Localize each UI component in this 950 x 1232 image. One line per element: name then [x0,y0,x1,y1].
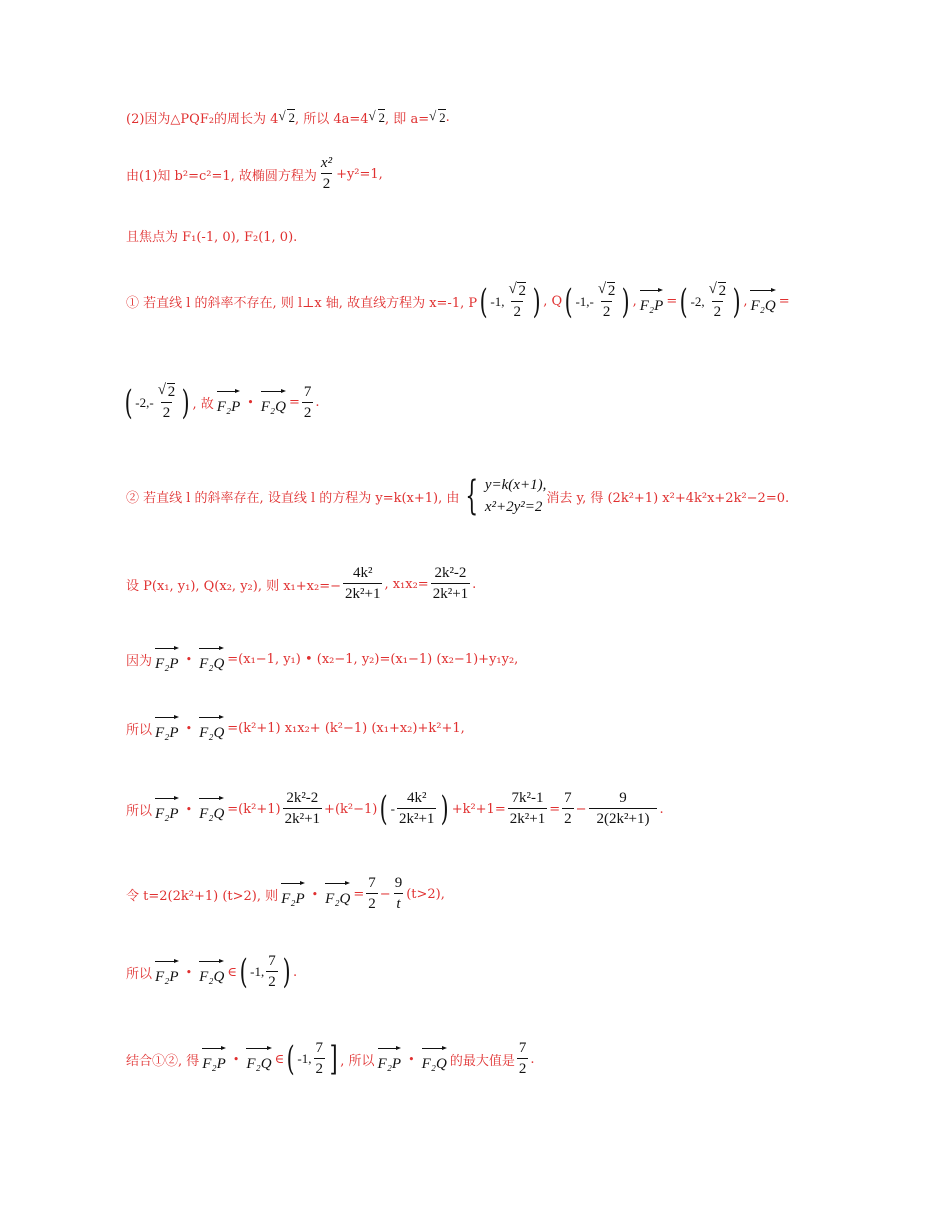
text: , [632,294,637,309]
line-case1 [126,282,790,321]
vector-f2p: F₂P [155,715,179,742]
sqrt-2: √ 2 [369,109,386,126]
vector-f2q: F₂Q [325,881,350,908]
line-let-t [126,875,445,913]
text: = [288,395,300,410]
vector-f2p: F₂P [640,288,664,315]
text: 且焦点为 F₁(-1, 0), F₂(1, 0). [126,230,298,245]
frac-9-over: $\frac{9}{\text{2(2k²+1)}}$ [589,790,658,828]
text: ② 若直线 l 的斜率存在, 设直线 l 的方程为 y=k(x+1), 由 [126,490,460,506]
text: . [293,964,298,980]
frac-7-2: $\frac{7}{2}$ [368,875,376,912]
text: 的最大值是 [449,1053,515,1069]
text: , 即 a= [385,112,430,127]
line-foci [126,226,297,245]
vector-f2p: F₂P [155,646,179,673]
frac-7-2: $\frac{7}{2}$ [564,790,572,827]
vector-f2p: F₂P [202,1046,226,1073]
line-conclusion [126,1040,534,1078]
text: ① 若直线 l 的斜率不存在, 则 l⊥x 轴, 故直线方程为 x=-1, P [126,296,478,311]
text: − [575,801,587,817]
text: = [353,886,365,902]
sqrt-2: √ 2 [429,109,446,126]
vector-f2p: F₂P [217,389,241,416]
line-so1 [126,715,465,742]
frac-7-2: $\frac{7}{2}$ [303,383,312,421]
vector-f2q: F₂Q [750,288,775,315]
line-because [126,646,518,673]
dot-operator: • [185,653,193,666]
frac-x2-over-2: $\frac{\text{x²}}{2}$ [320,155,333,192]
num: - [390,801,395,816]
paren: ( [479,281,488,322]
text: , [743,294,748,309]
text: − [379,886,391,902]
frac-7k2m1: $\frac{\text{7k²-1}}{\text{2k²+1}}$ [509,790,546,827]
frac-sqrt2-2: √ $\frac{2}{2}$ [156,383,178,422]
num: -1, [490,293,505,309]
dot-operator: • [247,396,254,409]
line-so2 [126,790,664,828]
dot-operator: • [185,965,193,979]
paren: ) [622,281,630,322]
line-case2 [126,473,789,519]
frac-7-2: $\frac{7}{2}$ [518,1040,527,1077]
line-range [126,953,297,991]
vector-f2q: F₂Q [246,1046,271,1073]
bracket: ] [329,1039,338,1079]
paren: ( [564,281,573,322]
line-case1-result [122,383,320,422]
vector-f2q: F₂Q [199,959,224,986]
text: , 故 [192,397,214,412]
text: 结合①②, 得 [126,1053,200,1069]
text: 消去 y, 得 (2k²+1) x²+4k²x+2k²−2=0. [546,490,790,506]
vector-f2q: F₂Q [199,796,224,823]
paren: ) [532,281,541,322]
frac-9-t: $\frac{9}{t}$ [394,875,403,912]
num: -2,- [135,394,154,410]
frac-4k2: $\frac{\text{4k²}}{\text{2k²+1}}$ [398,790,435,827]
dot-operator: • [185,722,193,735]
dot-operator: • [311,887,319,901]
paren: ) [732,281,741,322]
dot-operator: • [185,802,193,816]
text: 所以 [126,803,153,819]
text: 所以 [126,723,153,738]
text: +(k²−1) [324,801,378,817]
text: 因为 [126,654,153,669]
text: = [549,801,561,817]
vector-f2p: F₂P [155,796,179,823]
num: -1,- [575,293,594,309]
dot-operator: • [232,1052,240,1066]
paren: ) [441,789,450,829]
equation-row: y=k(x+1), [484,477,547,493]
frac-sqrt2-2: √ $\frac{2}{2}$ [707,282,729,321]
vector-f2p: F₂P [378,1046,402,1073]
paren: ) [181,382,190,423]
text: 令 t=2(2k²+1) (t>2), 则 [126,888,279,904]
num: -1, [297,1051,312,1066]
paren: ( [286,1039,295,1079]
frac-sqrt2-2: √ $\frac{2}{2}$ [506,282,528,321]
text: 由(1)知 b²=c²=1, 故椭圆方程为 [126,168,317,184]
frac-2k2m2: $\frac{\text{2k²-2}}{\text{2k²+1}}$ [432,565,469,602]
text: , 所以 4a=4 [294,112,369,127]
text: . [445,110,450,125]
text: +y²=1, [336,166,383,182]
text: +k²+1= [451,801,506,817]
text: =(k²+1) [227,801,281,817]
text: . [315,395,320,410]
frac-7-2: $\frac{7}{2}$ [315,1040,324,1077]
vector-f2q: F₂Q [261,389,286,416]
paren: ( [679,281,688,322]
text: . [530,1051,535,1067]
text: ∈ [274,1051,285,1067]
text: ∈ [227,964,237,980]
line-vieta [126,565,476,603]
sqrt-2: √ 2 [278,109,295,126]
line-perimeter [126,108,450,127]
paren: ( [379,789,388,829]
vector-f2q: F₂Q [199,715,224,742]
equation-system: { y=k(x+1), x²+2y²=2 [465,473,547,519]
paren: ( [239,952,248,992]
vector-f2p: F₂P [155,959,179,986]
frac-sqrt2-2: √ $\frac{2}{2}$ [596,282,618,321]
text: , Q [543,294,563,309]
text: =(k²+1) x₁x₂+ (k²−1) (x₁+x₂)+k²+1, [227,721,465,736]
text: = [666,294,678,309]
equation-row: x²+2y²=2 [484,499,543,515]
frac-7-2: $\frac{7}{2}$ [268,953,276,990]
paren: ) [282,952,291,992]
num: -2, [690,293,705,309]
text: , 所以 [340,1053,375,1069]
text: , x₁x₂= [384,576,429,592]
text: . [659,801,664,817]
vector-f2q: F₂Q [422,1046,447,1073]
text: . [472,576,477,592]
text: 所以 [126,966,153,982]
text: = [778,294,790,309]
line-ellipse-eq [126,155,383,193]
frac-2k2m2: $\frac{\text{2k²-2}}{\text{2k²+1}}$ [284,790,321,827]
vector-f2p: F₂P [281,881,305,908]
dot-operator: • [408,1052,415,1066]
text: =(x₁−1, y₁) • (x₂−1, y₂)=(x₁−1) (x₂−1)+y₁y₂, [227,652,519,667]
text: (2)因为△PQF₂的周长为 4 [126,112,279,127]
vector-f2q: F₂Q [199,646,224,673]
text: (t>2), [406,886,445,902]
text: 设 P(x₁, y₁), Q(x₂, y₂), 则 x₁+x₂=− [126,578,341,594]
frac-4k2: $\frac{\text{4k²}}{\text{2k²+1}}$ [344,565,381,602]
num: -1, [250,964,265,979]
paren: ( [124,382,133,423]
